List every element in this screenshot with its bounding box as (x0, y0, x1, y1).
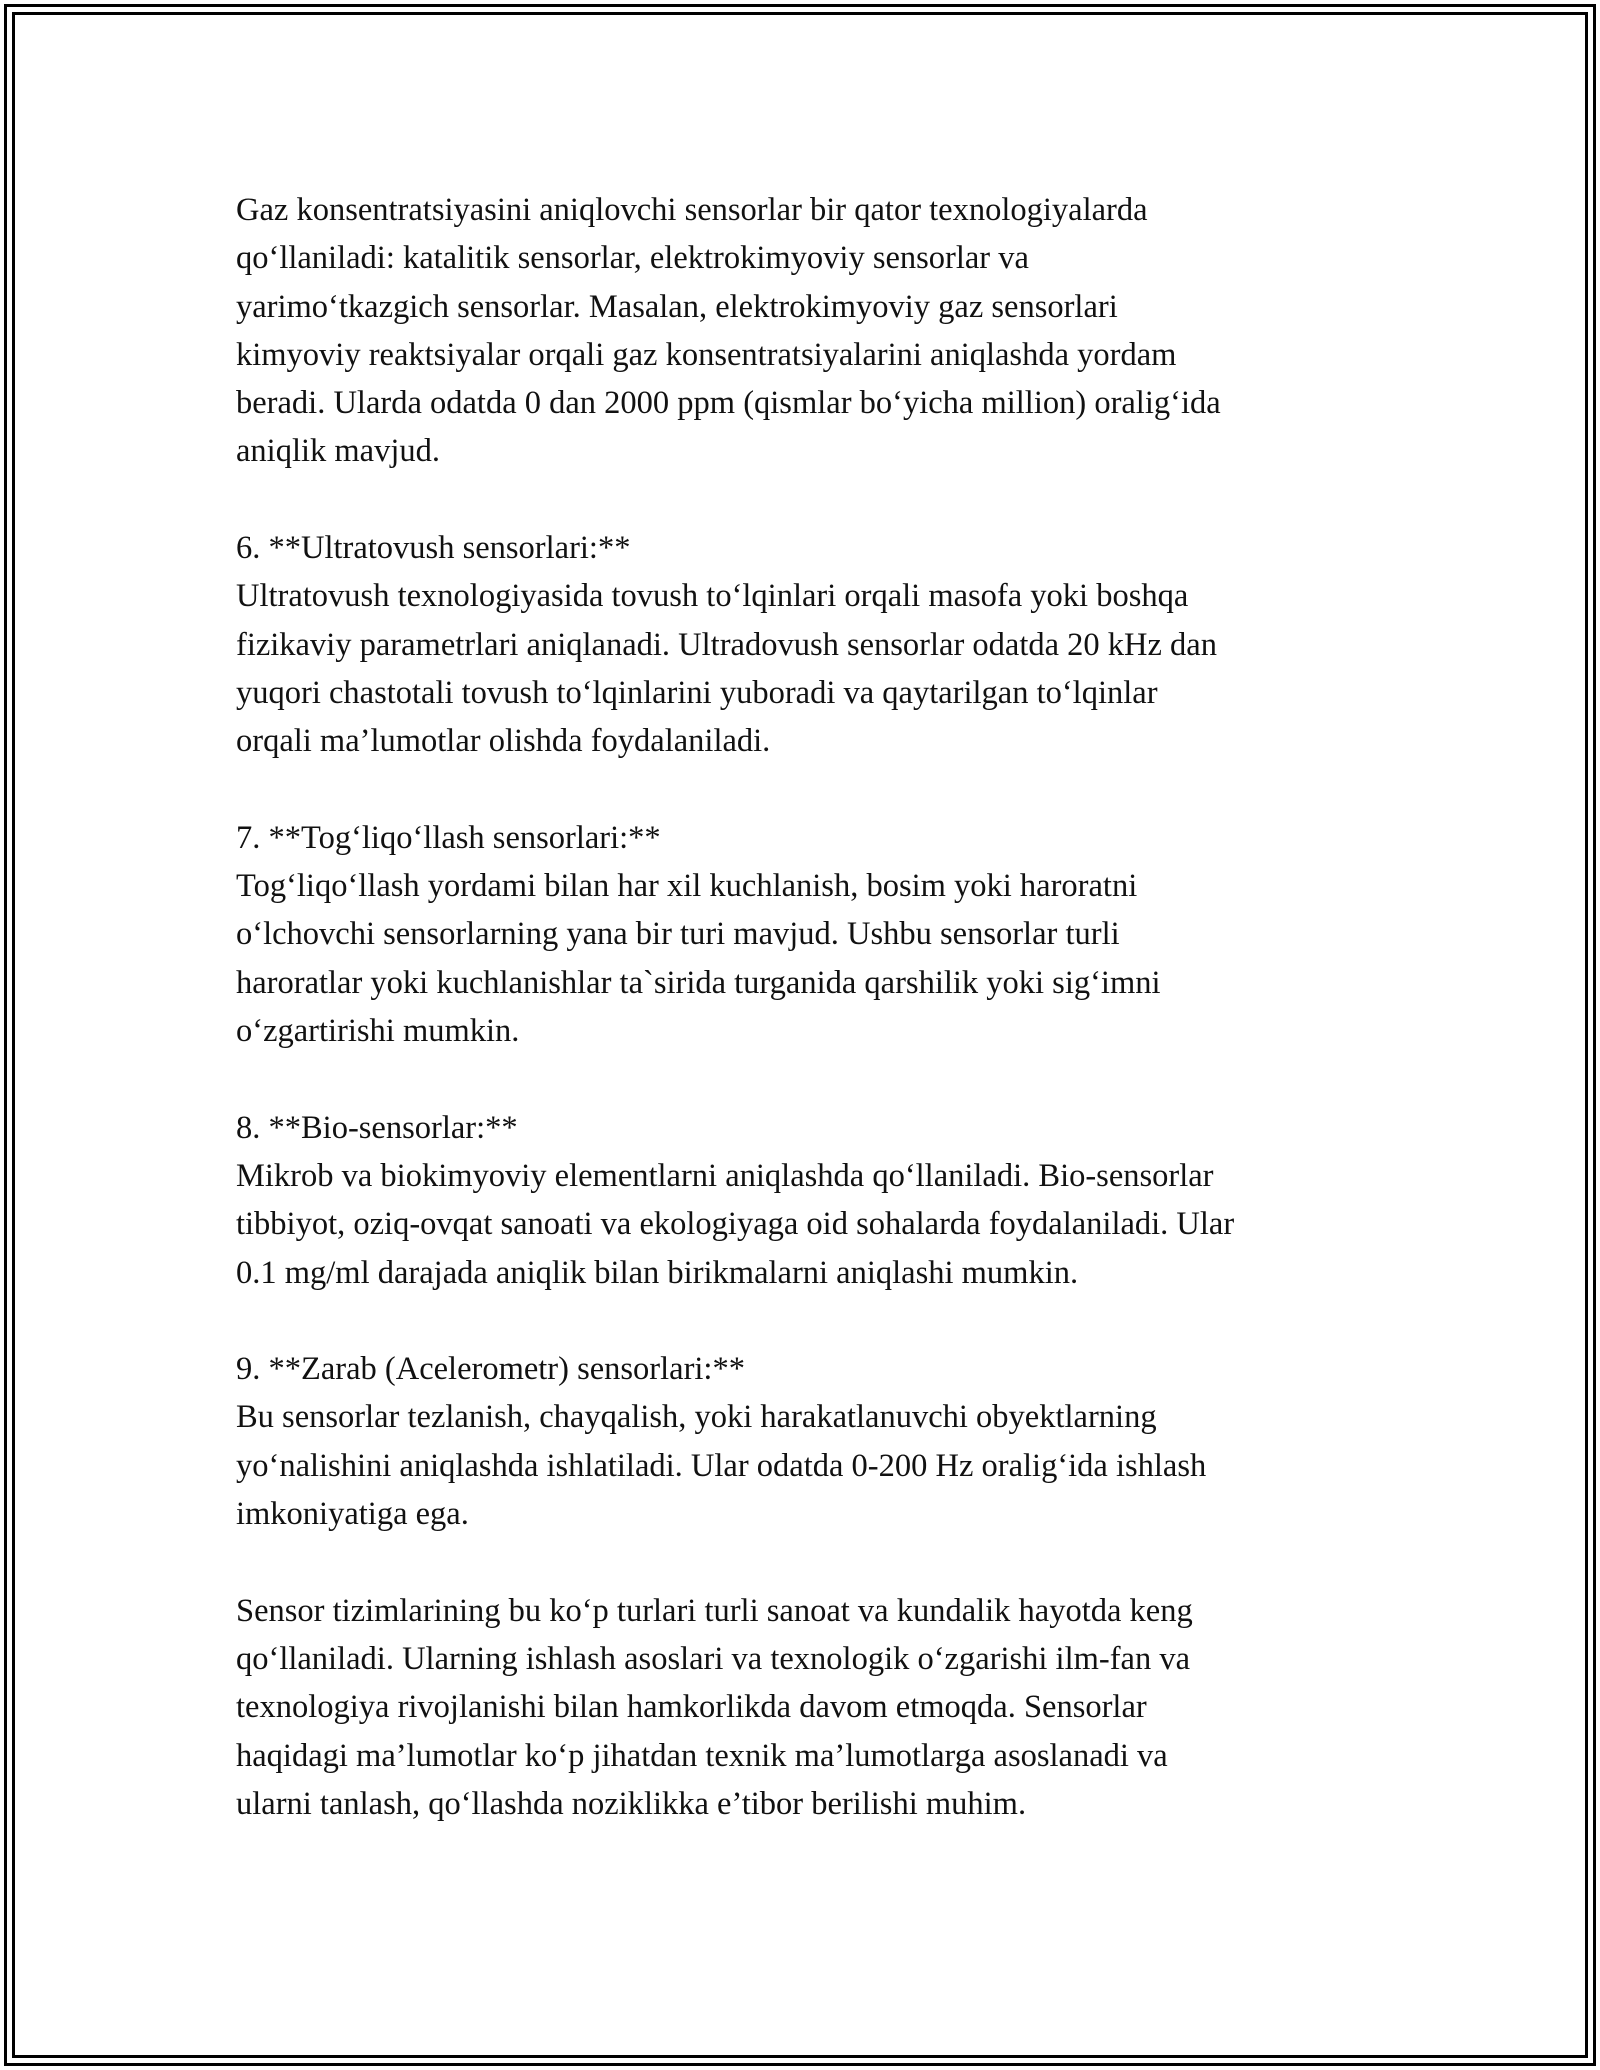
document-body (236, 186, 1386, 1876)
section-strain-sensors: 7. **Tog‘liqo‘llash sensorlari:** Tog‘liqo‘llash yordami bilan har xil kuchlanish, bosim yoki haroratni o‘lchovchi sensorlarning yana bir turi mavjud. Ushbu sensorlar turli haroratlar yoki kuchlanishlar ta`sirida turganida qarshilik yoki sig‘imni o‘zgartirishi mumkin. (236, 819, 1161, 1050)
paragraph-conclusion: Sensor tizimlarining bu ko‘p turlari turli sanoat va kundalik hayotda keng qo‘llaniladi. Ularning ishlash asoslari va texnologik o‘zgarishi ilm-fan va texnologiya rivojlanishi bilan hamkorlikda davom etmoqda. Sensorlar haqidagi ma’lumotlar ko‘p jihatdan texnik ma’lumotlarga asoslanadi va ularni tanlash, qo‘llashda noziklikka e’tibor berilishi muhim. (236, 1592, 1193, 1822)
paragraph-gas-sensors: Gaz konsentratsiyasini aniqlovchi sensorlar bir qator texnologiyalarda qo‘llaniladi: katalitik sensorlar, elektrokimyoviy sensorlar va yarimo‘tkazgich sensorlar. Masalan, elektrokimyoviy gaz sensorlari kimyoviy reaktsiyalar orqali gaz konsentratsiyalarini aniqlashda yordam beradi. Ularda odatda 0 dan 2000 ppm (qismlar bo‘yicha million) oralig‘ida aniqlik mavjud. (236, 192, 1221, 470)
section-accelerometer-sensors: 9. **Zarab (Acelerometr) sensorlari:** Bu sensorlar tezlanish, chayqalish, yoki harakatlanuvchi obyektlarning yo‘nalishini aniqlashda ishlatiladi. Ular odatda 0-200 Hz oralig‘ida ishlash imkoniyatiga ega. (236, 1351, 1207, 1533)
section-ultrasonic-sensors: 6. **Ultratovush sensorlari:** Ultratovush texnologiyasida tovush to‘lqinlari orqali masofa yoki boshqa fizikaviy parametrlari aniqlanadi. Ultradovush sensorlar odatda 20 kHz dan yuqori chastotali tovush to‘lqinlarini yuboradi va qaytarilgan to‘lqinlar orqali ma’lumotlar olishda foydalaniladi. (236, 530, 1217, 760)
section-bio-sensors: 8. **Bio-sensorlar:** Mikrob va biokimyoviy elementlarni aniqlashda qo‘llaniladi. Bio-sensorlar tibbiyot, oziq-ovqat sanoati va ekologiyaga oid sohalarda foydalaniladi. Ular 0.1 mg/ml darajada aniqlik bilan birikmalarni aniqlashi mumkin. (236, 1109, 1235, 1291)
